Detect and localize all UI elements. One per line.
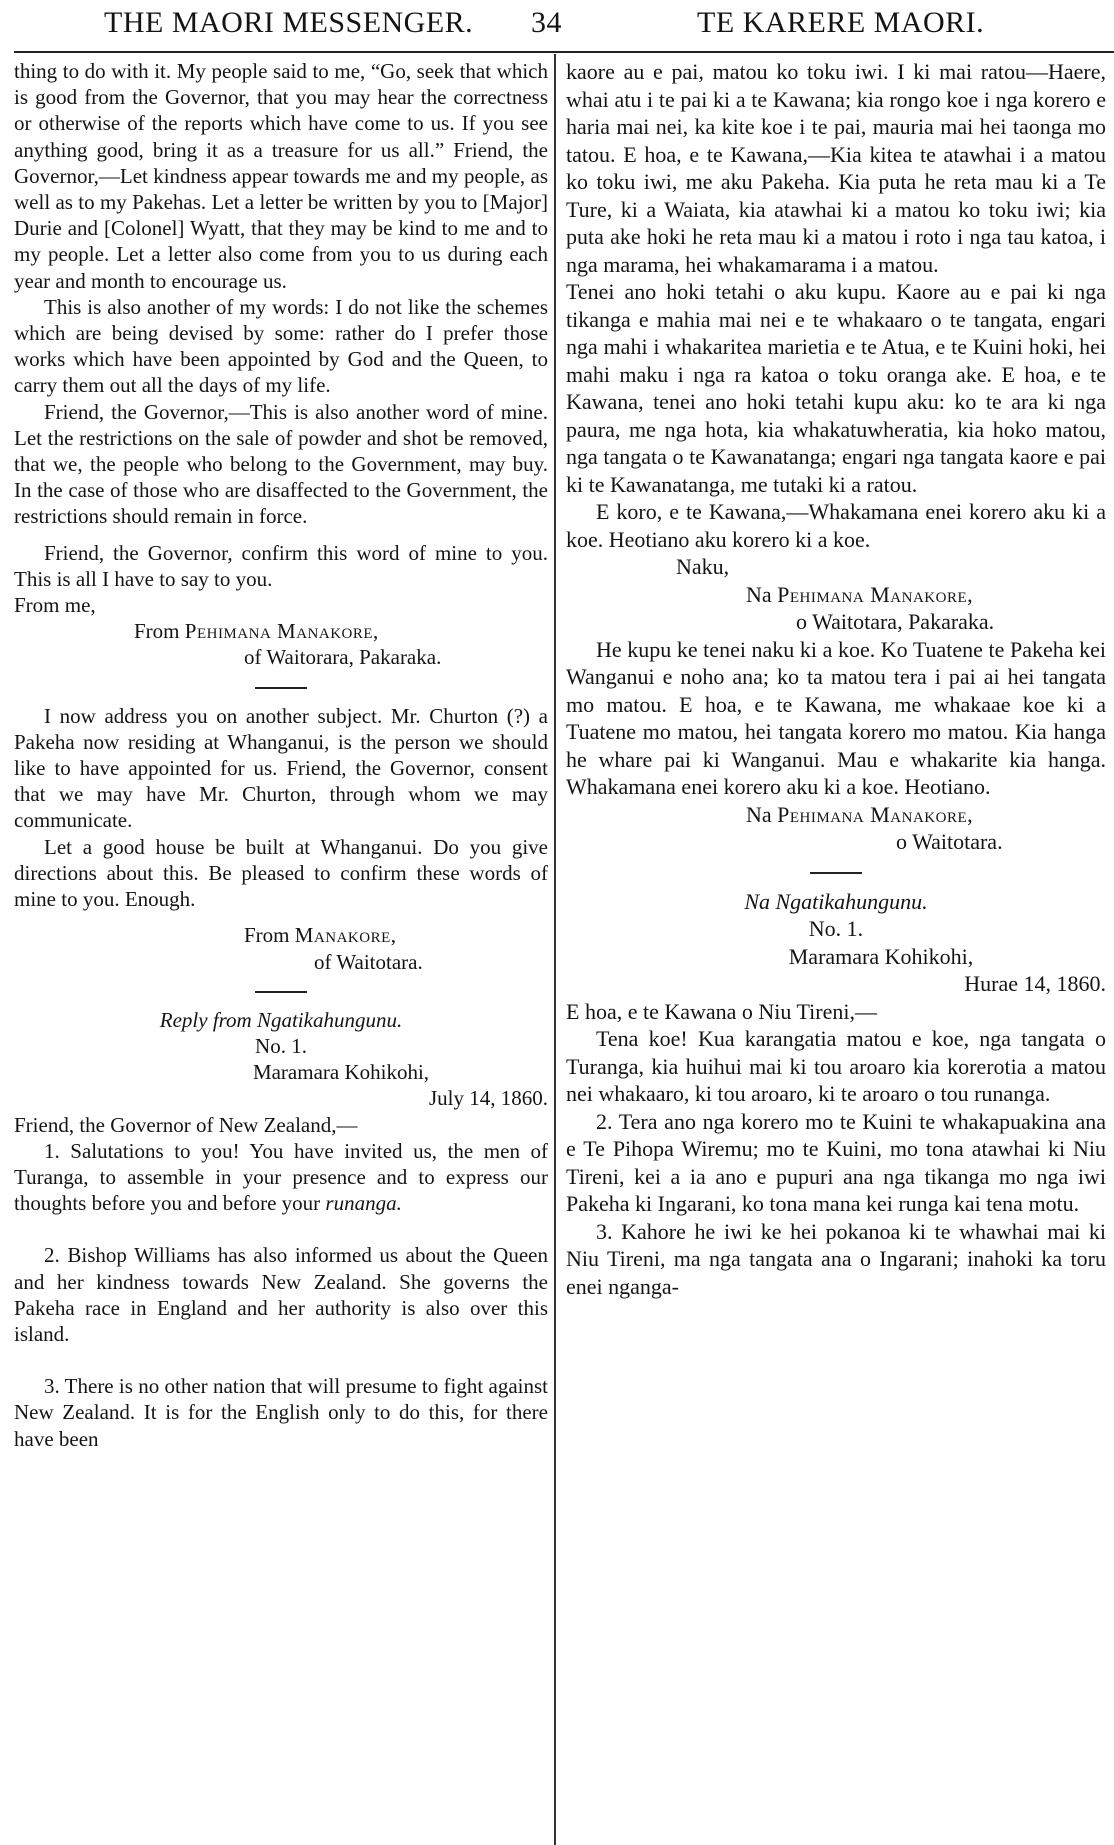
closing-from-me: From me,: [14, 593, 96, 618]
section-title: Reply from Ngatikahungunu.: [159, 1007, 403, 1032]
signature: [14, 922, 548, 948]
header-title-english: THE MAORI MESSENGER.: [104, 6, 474, 39]
section-rule: [255, 687, 307, 689]
maori-paragraph: He kupu ke tenei naku ki a koe. Ko Tuatene te Pakeha kei Wanganui e noho ana; ko ta matou tera i pai ai hei tangata mo matou. E hoa, e te Kawana, me whakaae koe ki a Tuatene mo matou, hei tangata korero mo matou. Kia hanga he whare pai ki Wanganui. Mau e whakarite kia hanga. Whakamana enei korero aku ki a koe. Heotiano.: [566, 636, 1106, 799]
english-paragraph: Friend, the Governor, confirm this word of mine to you. This is all I have to say to you.: [14, 540, 548, 591]
english-paragraph: thing to do with it. My people said to me, “Go, seek that which is good from the Governor, that you may hear the correctness or otherwise of the reports which have come to us. If you see anything good, bring it as a treasure for us all.” Friend, the Governor,—Let kindness appear towards me and my people, as well as to my Pakehas. Let a letter be written by you to [Major] Durie and [Colonel] Wyatt, that they may be kind to me and to my people. Let a letter also come from you to us during each year and month to encourage us.: [14, 59, 548, 293]
signature-place: o Waitotara.: [896, 829, 1003, 854]
english-paragraph: Let a good house be built at Whanganui. Do you give directions about this. Be pleased to confirm these words of mine to you. Enough.: [14, 834, 548, 912]
page-header: [0, 0, 1114, 44]
section-rule: [810, 872, 862, 874]
section-title: Na Ngatikahungunu.: [744, 888, 928, 914]
signature-name: Manakore,: [294, 923, 397, 948]
column-divider: [554, 54, 556, 1845]
section-rule: [255, 991, 307, 993]
signature-place: o Waitotara, Pakaraka.: [796, 609, 995, 634]
letter-date: July 14, 1860.: [428, 1086, 548, 1111]
signature-prefix: Na: [746, 801, 778, 827]
letter-item: 2. Tera ano nga korero mo te Kuini te whakapuakina ana e Te Pihopa Wiremu; mo te Kuini, mo tona atawhai ki Niu Tireni, kei a ia ano e pupuri ana nga tikanga mo nga iwi Pakeha ki Ingarani, ko tona mana kei runga kai tena motu.: [566, 1108, 1106, 1216]
letter-item: 3. There is no other nation that will presume to fight against New Zealand. It is for the English only to do this, for there have been: [14, 1374, 548, 1451]
signature-place: of Waitotara.: [314, 949, 423, 974]
letter-item-italic: runanga.: [325, 1191, 402, 1216]
signature-name: Pehimana Manakore,: [184, 619, 379, 644]
header-title-maori: TE KARERE MAORI.: [697, 6, 985, 39]
letter-item: [14, 1138, 548, 1217]
signature-prefix: Na: [746, 581, 778, 607]
letter-place: Maramara Kohikohi,: [788, 943, 974, 969]
letter-date: Hurae 14, 1860.: [964, 971, 1106, 996]
maori-column: [566, 58, 1106, 1300]
signature-place: of Waitorara, Pakaraka.: [244, 645, 442, 670]
signature: [566, 801, 1106, 829]
letter-item: Tena koe! Kua karangatia matou e koe, nga tangata o Turanga, kia huihui mai ki tou aroaro kia korerotia a matou nei whakaaro, ki tou aroaro, ki te aroaro o tou runanga.: [566, 1026, 1106, 1106]
letter-number: No. 1.: [255, 1033, 307, 1058]
letter-item-text: 1. Salutations to you! You have invited us, the men of Turanga, to assemble in your presence and to express our thoughts before you and before your: [14, 1138, 548, 1216]
signature-name: Pehimana Manakore,: [777, 801, 974, 827]
maori-paragraph: E koro, e te Kawana,—Whakamana enei korero aku ki a koe. Heotiano aku korero ki a koe.: [566, 499, 1106, 552]
signature: [566, 581, 1106, 609]
signature-prefix: From: [134, 619, 185, 644]
closing-naku: Naku,: [676, 554, 730, 579]
signature: [14, 618, 548, 644]
english-column: [14, 58, 548, 1452]
signature-name: Pehimana Manakore,: [777, 581, 974, 607]
letter-item: 3. Kahore he iwi ke hei pokanoa ki te whawhai mai ki Niu Tireni, ma nga tangata ana o Ingarani; inahoki ka toru enei nganga-: [566, 1218, 1106, 1299]
page-number: 34: [531, 6, 562, 39]
letter-place: Maramara Kohikohi,: [252, 1060, 430, 1085]
letter-item: 2. Bishop Williams has also informed us about the Queen and her kindness towards New Zealand. She governs the Pakeha race in England and her authority is also over this island.: [14, 1243, 548, 1346]
header-rule: [14, 51, 1114, 53]
maori-paragraph: kaore au e pai, matou ko toku iwi. I ki mai ratou—Haere, whai atu i te pai ki a te Kawana; kia rongo koe i nga korero e haria mai nei, ka kite koe i te pai, mauria mai hei taonga mo tatou. E hoa, e te Kawana,—Kia kitea te atawhai i a matou ko toku iwi, me aku Pakeha. Kia puta he reta mau ki a Te Ture, ki a Waiata, kia atawhai ki a matou ko toku iwi; kia puta ake hoki he reta mau ki a matou i roto i nga tau katoa, i nga marama, hei whakamarama i a matou.: [566, 59, 1106, 277]
letter-number: No. 1.: [808, 916, 864, 941]
english-paragraph: This is also another of my words: I do not like the schemes which are being devised by some: rather do I prefer those works which have been appointed by God and the Queen, to carry them out all the days of my life.: [14, 294, 548, 398]
maori-paragraph: Tenei ano hoki tetahi o aku kupu. Kaore au e pai ki nga tikanga e mahia mai nei e te whakaaro o te tangata, engari nga mahi i whakaritea marietia e te Atua, e te Kuini hoki, hei mahi maku i nga ra katoa o toku oranga ake. E hoa, e te Kawana, tenei ano hoki tetahi kupu aku: ko te ara ki nga paura, me nga hota, kia whakatuwheratia, kia hoko matou, nga tangata o te Kawanatanga; engari nga tangata kaore e pai ki te Kawanatanga, me tutaki ki a ratou.: [566, 279, 1106, 497]
signature-prefix: From: [244, 923, 295, 948]
english-paragraph: Friend, the Governor,—This is also another word of mine. Let the restrictions on the sale of powder and shot be removed, that we, the people who belong to the Government, may buy. In the case of those who are disaffected to the Government, the restrictions should remain in force.: [14, 399, 548, 529]
english-paragraph: I now address you on another subject. Mr. Churton (?) a Pakeha now residing at Whanganui, is the person we should like to have appointed for us. Friend, the Governor, consent that we may have Mr. Churton, through whom we may communicate.: [14, 703, 548, 833]
letter-salutation: Friend, the Governor of New Zealand,—: [14, 1112, 358, 1137]
letter-salutation: E hoa, e te Kawana o Niu Tireni,—: [566, 998, 877, 1024]
